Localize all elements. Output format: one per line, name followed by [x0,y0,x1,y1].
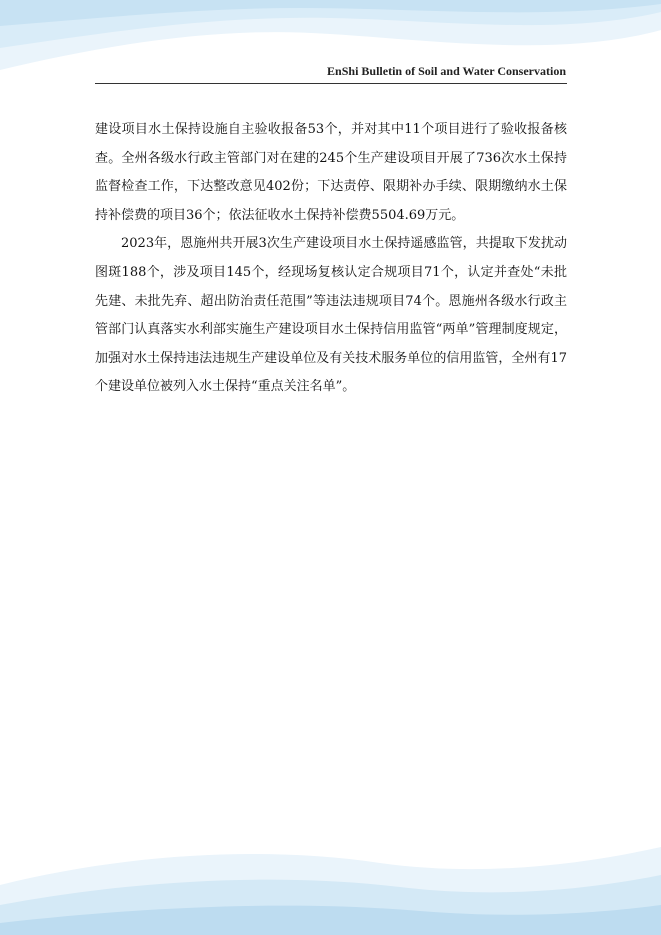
journal-title-header: EnShi Bulletin of Soil and Water Conservation [327,64,566,78]
article-body [95,116,567,402]
paragraph-1: 建设项目水土保持设施自主验收报备53个，并对其中11个项目进行了验收报备核查。全州各级水行政主管部门对在建的245个生产建设项目开展了736次水土保持监督检查工作，下达整改意见402份；下达责停、限期补办手续、限期缴纳水土保持补偿费的项目36个；依法征收水土保持补偿费5504.69万元。 [95,122,567,223]
header-divider [95,83,567,84]
top-wave-decoration [0,0,661,120]
bottom-wave-decoration [0,825,661,935]
paragraph-2: 2023年，恩施州共开展3次生产建设项目水土保持遥感监管，共提取下发扰动图斑188个，涉及项目145个，经现场复核认定合规项目71个，认定并查处“未批先建、未批先弃、超出防治责任范围”等违法违规项目74个。恩施州各级水行政主管部门认真落实水利部实施生产建设项目水土保持信用监管“两单”管理制度规定，加强对水土保持违法违规生产建设单位及有关技术服务单位的信用监管，全州有17个建设单位被列入水土保持“重点关注名单”。 [95,236,567,395]
